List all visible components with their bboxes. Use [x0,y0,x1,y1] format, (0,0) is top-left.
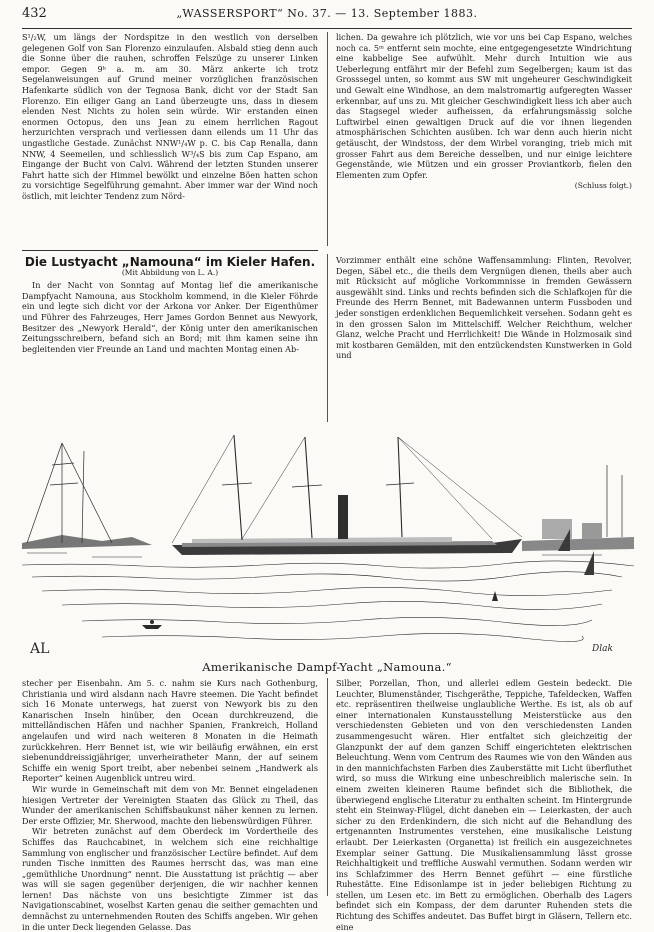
article-right-column [336,255,632,361]
column-divider [327,678,328,896]
buoy [492,591,498,601]
page-header [22,6,632,28]
paragraph: Vorzimmer enthält eine schöne Waffensammlung: Flinten, Revolver, Degen, Säbel etc., die theils dem Vergnügen dienen, theils aber auch mit Rücksicht auf mögliche Vorkommnisse in fremden Gewässern ausgewählt sind. Links und rechts befinden sich die Schlafkojen für die Freunde des Herrn Bennet, mit Badewannen unterm Fussboden und jeder sonstigen erdenklichen Bequemlichkeit versehen. Sodann geht es in den grossen Salon im Mittelschiff. Welcher Reichthum, welcher Glanz, welche Pracht und Herrlichkeit! Die Wände in Holzmosaik sind mit kostbaren Gemälden, mit den entzückendsten Kunstwerken in Gold und [336,255,632,361]
paragraph: Silber, Porzellan, Thon, und allerlei edlem Gestein bedeckt. Die Leuchter, Blumenständer, Tischgeräthe, Teppiche, Tafeldecken, Waffen etc. repräsentiren theilweise unglaubliche Werthe. Es ist, als ob auf einer internationalen Kunstausstellung Meisterstücke aus den verschiedensten Gebieten und von den verschiedensten Landen zusammengesucht wären. Hier entfaltet sich gleichzeitig der Glanzpunkt der auf dem ganzen Schiff eingerichteten elektrischen Beleuchtung. Wenn vom Centrum des Raumes wie von den Wänden aus in den mannichfachsten Farben dies Zauberstätte mit Licht überfluthet wird, so muss die Wirkung eine unbeschreiblich malerische sein. In einem zweiten kleineren Raume befindet sich die Bibliothek, die überwiegend englische Literatur zu enthalten scheint. Im Hintergrunde steht ein Steinway-Flügel, dicht daneben ein — Leierkasten, der auch sicher zu den Erdenkindern, die sich nicht auf die Behandlung des ertgenannten Instrumentes verstehen, eine musikalische Leistung erlaubt. Der Leierkasten (Organetta) ist freilich ein ausgezeichnetes Exemplar seiner Gattung. Die Musikaliensammlung lässt grosse Reichhaltigkeit und treffliche Auswahl vermuthen. Sodann werden wir ins Schlafzimmer des Herrn Bennet geführt — eine fürstliche Ruhestätte. Eine Edisonlampe ist in jeder beliebigen Richtung zu stellen, um Lesen etc. im Bett zu ermöglichen. Oberhalb des Lagers befindet sich ein Kompass, der dem darunter Ruhenden stets die Richtung des Schiffes andeutet. Das Buffet birgt in Gläsern, Tellern etc. eine [336,678,632,932]
paragraph: In der Nacht von Sonntag auf Montag lief die amerikanische Dampfyacht Namouna, aus Stockholm kommend, in die Kieler Föhrde ein und legte sich dicht vor der Arkona vor Anker. Der Eigenthümer und Führer des Fahrzeuges, Herr James Gordon Bennet aus Newyork, Besitzer des „Newyork Herald“, der König unter den amerikanischen Zeitungsschreibern, befand sich an Bord; mit ihm kamen seine ihn begleitenden vier Freunde an Land und machten Montag einen Ab- [22,280,318,354]
rowing-boat [142,625,162,629]
distant-ship-left [27,443,112,543]
bottom-left-column [22,678,318,932]
top-left-column [22,32,318,202]
running-title: „WASSERSPORT“ No. 37. — 13. September 1883. [176,7,478,20]
article-left-column [22,255,318,354]
page-number: 432 [22,6,47,21]
yacht-hull [172,537,522,555]
artist-signature: Dlak [592,644,613,654]
paragraph: S¹/₂W, um längs der Nordspitze in den westlich von derselben gelegenen Golf von San Florenzo einzulaufen. Alsbald stieg denn auch die Sonne über die rauhen, schroffen Felszüge zu unserer Linken empor. Gegen 9ʰ a. m. am 30. März ankerte ich trotz Segelanweisungen auf Grund meiner vorzüglichen französischen Hafenkarte südlich von der Tegnosa Bank, dicht vor der Stadt San Florenzo. Ein eiliger Gang an Land überzeugte uns, dass in diesem elenden Nest Nichts zu holen sein würde. Wir erstanden einen enormen Octopus, den uns Jean zu einem herrlichen Ragout herzurichten versprach und verliessen dann eilends um 11 Uhr das ungastliche Gestade. Zunächst NNW¹/₄W p. C. bis Cap Renalla, dann NNW, 4 Seemeilen, und schliesslich W³/₄S bis zum Cap Espano, am Eingange der Bucht von Calvi. Während der letzten Stunden unserer Fahrt hatte sich der Himmel bewölkt und einzelne Böen hatten schon zu vorsichtige Segelführung gemahnt. Aber immer war der Wind noch östlich, mit leichter Tendenz zum Nörd- [22,32,318,201]
shore-silhouette [22,535,152,549]
article-subtitle: (Mit Abbildung von L. A.) [121,267,219,277]
header-rule [22,28,632,29]
harbour-background [522,465,634,575]
paragraph: lichen. Da gewahre ich plötzlich, wie vor uns bei Cap Espano, welches noch ca. 5ᵐ entfernt sein mochte, eine entgegengesetzte Windrichtung eine kabbelige See aufwühlt. Mehr durch Intuition wie aus Ueberlegung entfährt mir der Befehl zum Segelbergen; kaum ist das Grosssegel unten, so kommt aus SW mit ungeheurer Geschwindigkeit und Gewalt eine Windhose, an dem malstromartig aufgeregten Wasser erkennbar, auf uns zu. Mit gleicher Geschwindigkeit liess ich aber auch das Stagsegel wieder aufheissen, da erfahrungsmässig solche Luftwirbel einen gewaltigen Druck auf die vor ihnen liegenden atmosphärischen Schichten ausüben. Ich war denn auch hierin nicht getäuscht, der Windstoss, der dem Wirbel voranging, trieb mich mit grosser Fahrt aus dem Bereiche desselben, und nur einige leichtere Gegenstände, wie Mützen und ein grosser Proviantkorb, fielen den Elementen zum Opfer. [336,32,632,180]
to-be-continued: (Schluss folgt.) [574,181,632,191]
paragraph: stecher per Eisenbahn. Am 5. c. nahm sie Kurs nach Gothenburg, Christiania und wird alsdann nach Havre steemen. Die Yacht befindet sich 16 Monate unterwegs, hat zuerst von Newyork bis zu den Kanarischen Inseln hinüber, den Ocean durchkreuzend, die mittelländischen Häfen und nachher Spanien, Frankreich, Holland angelaufen und wird nach weiteren 8 Monaten in die Heimath zurückkehren. Herr Bennet ist, wie wir beiläufig erwähnen, ein erst siebenunddreissigjähriger, unverheiratheter Mann, der auf seinem Schiffe ein wenig Sport treibt, aber nebenbei seinem „Handwerk als Reporter“ keinen Augenblick untreu wird. [22,678,318,784]
yacht-illustration [22,425,634,659]
paragraph: Wir wurde in Gemeinschaft mit dem von Mr. Bennet eingeladenen hiesigen Vertreter der Vereinigten Staaten das Glück zu Theil, das Wunder der amerikanischen Schiffsbaukunst näher kennen zu lernen. Der erste Offizier, Mr. Sherwood, machte den liebenswürdigen Führer. [22,783,318,826]
column-divider [327,32,328,246]
top-right-column [336,32,632,192]
column-divider [327,254,328,422]
monogram: AL [30,641,50,657]
article-title: Die Lustyacht „Namouna“ im Kieler Hafen. [24,255,316,269]
article-rule [22,250,318,251]
paragraph: Wir betreten zunächst auf dem Oberdeck im Vordertheile des Schiffes das Rauchcabinet, in welchem sich eine reichhaltige Sammlung von englischer und französischer Lectüre befindet. Auf dem runden Tische inmitten des Raumes herrscht das, was man eine „gemüthliche Unordnung“ nennt. Die Ausstattung ist prächtig — aber was will sie sagen gegenüber derjenigen, die wir nachher kennen lernen! Das nächste von uns besichtigte Zimmer ist das Navigationscabinet, woselbst Karten genau die seither gemachten und demnächst zu unternehmenden Routen des Schiffs angeben. Wir gehen in die unter Deck liegenden Gelasse. Das [22,826,318,932]
funnel [338,495,348,539]
illustration-caption: Amerikanische Dampf-Yacht „Namouna.“ [202,660,452,674]
bottom-right-column [336,678,632,932]
